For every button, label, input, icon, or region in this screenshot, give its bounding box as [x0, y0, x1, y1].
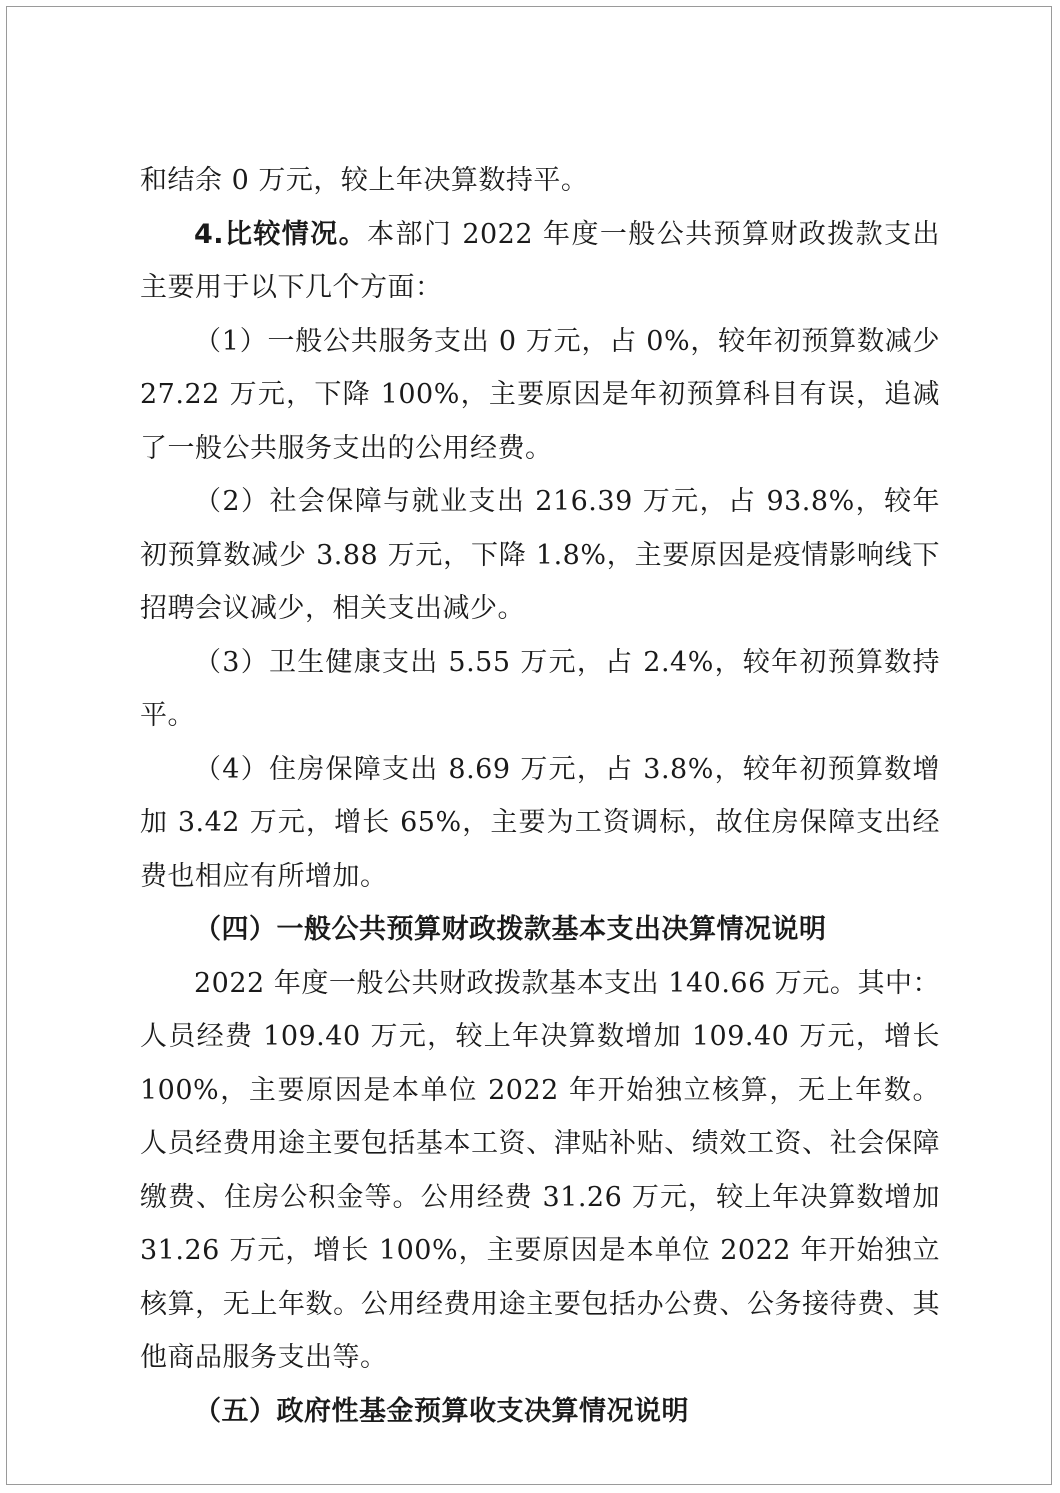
paragraph-text: 本部门 2022 年度一般公共预算财政拨款支出主要用于以下几个方面：	[140, 218, 940, 303]
document-page	[6, 6, 1052, 1485]
paragraph-basic-expenditure: 2022 年度一般公共财政拨款基本支出 140.66 万元。其中：人员经费 109.40 万元，较上年决算数增加 109.40 万元，增长 100%，主要原因是本单位 2022 年开始独立核算，无上年数。人员经费用途主要包括基本工资、津贴补贴、绩效工资、社会保障缴费、住房公积金等。公用经费 31.26 万元，较上年决算数增加 31.26 万元，增长 100%，主要原因是本单位 2022 年开始独立核算，无上年数。公用经费用途主要包括办公费、公务接待费、其他商品服务支出等。	[140, 967, 940, 1373]
document-body	[140, 154, 940, 1438]
paragraph-lead: 4.比较情况。	[194, 218, 368, 250]
section-heading-4: （四）一般公共预算财政拨款基本支出决算情况说明	[194, 914, 827, 945]
paragraph-balance: 和结余 0 万元，较上年决算数持平。	[140, 165, 589, 196]
paragraph-comparison	[140, 208, 940, 315]
paragraph-item-4: （4）住房保障支出 8.69 万元，占 3.8%，较年初预算数增加 3.42 万元，增长 65%，主要为工资调标，故住房保障支出经费也相应有所增加。	[140, 753, 940, 892]
section-heading-5: （五）政府性基金预算收支决算情况说明	[194, 1395, 689, 1427]
paragraph-item-2: （2）社会保障与就业支出 216.39 万元，占 93.8%，较年初预算数减少 3.88 万元，下降 1.8%，主要原因是疫情影响线下招聘会议减少，相关支出减少。	[140, 486, 940, 624]
paragraph-item-1: （1）一般公共服务支出 0 万元，占 0%，较年初预算数减少 27.22 万元，下降 100%，主要原因是年初预算科目有误，追减了一般公共服务支出的公用经费。	[140, 325, 940, 464]
paragraph-item-3: （3）卫生健康支出 5.55 万元，占 2.4%，较年初预算数持平。	[140, 646, 940, 731]
